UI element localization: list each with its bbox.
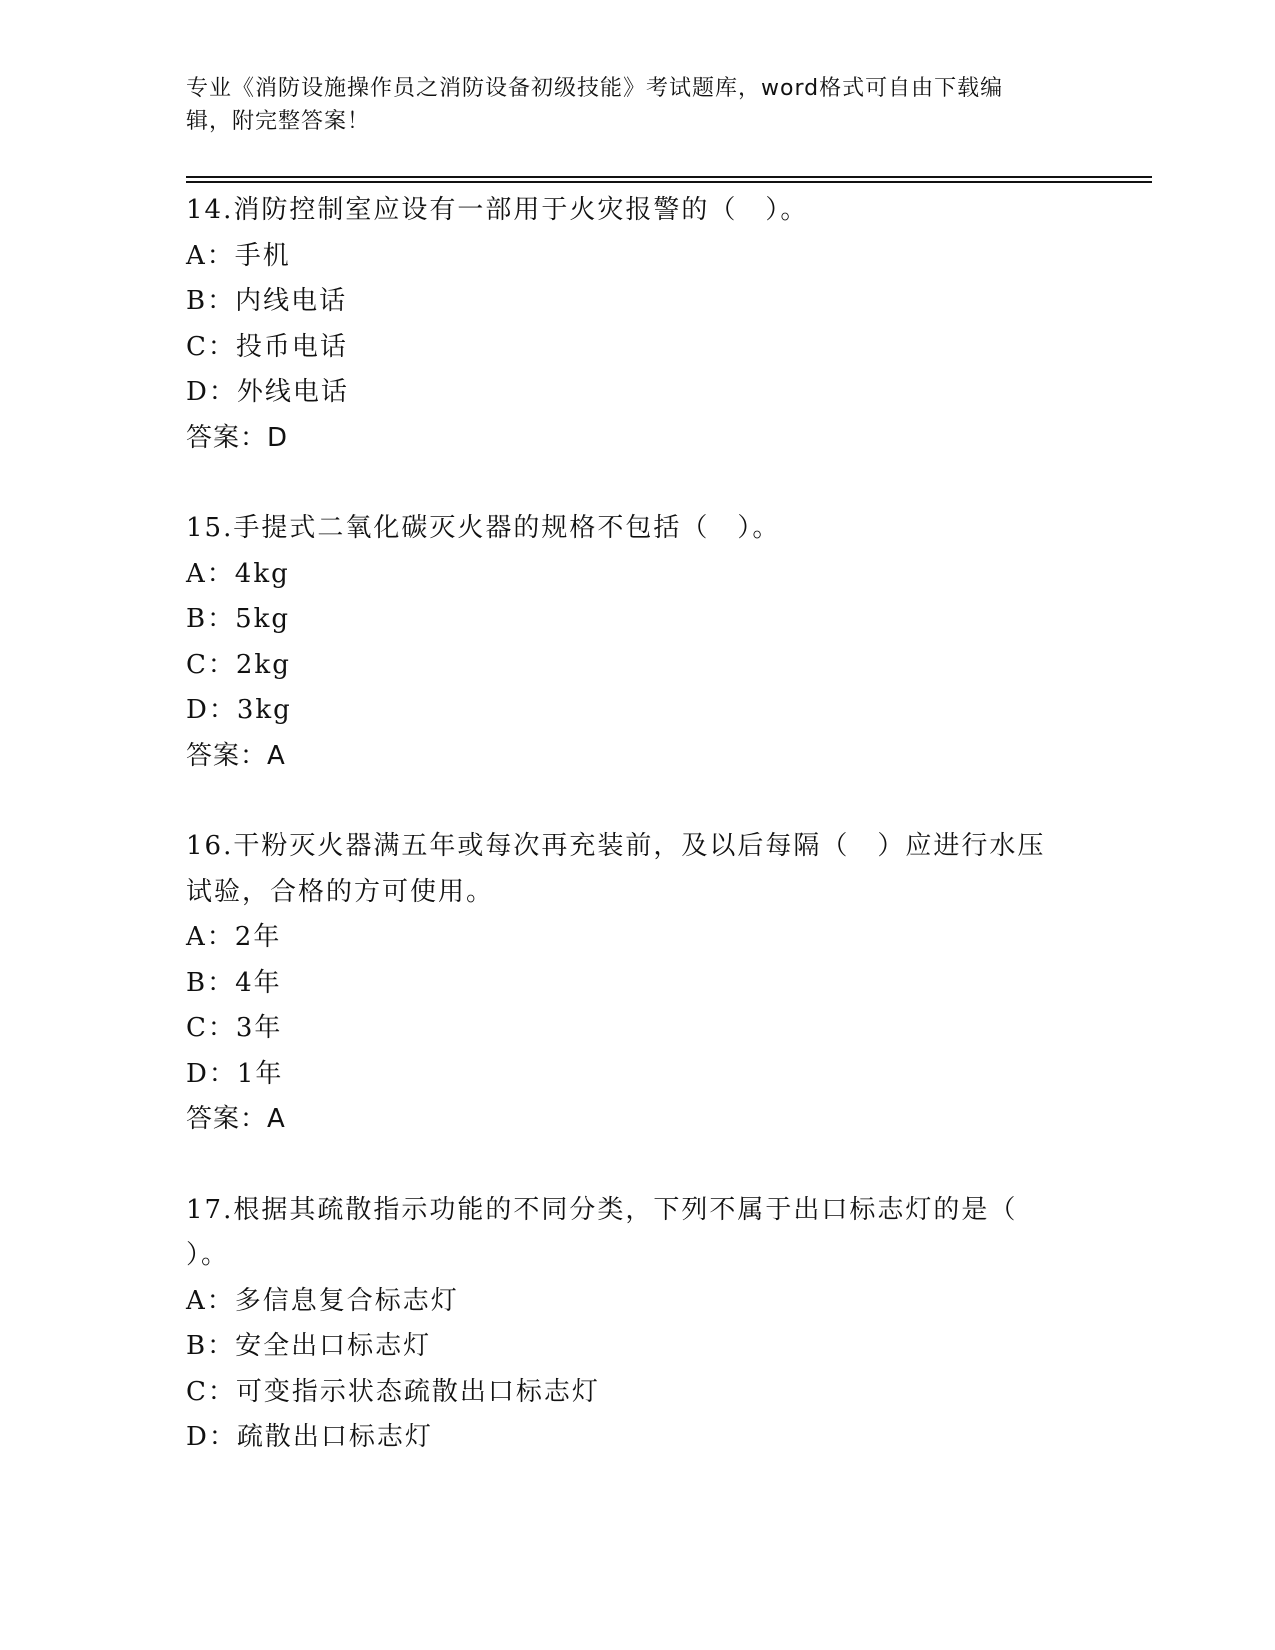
- question-stem: 14.消防控制室应设有一部用于火灾报警的（ ）。: [186, 195, 809, 225]
- option-a: A：2年: [186, 922, 282, 952]
- header-line-2: 辑，附完整答案！: [186, 109, 371, 134]
- option-d: D：疏散出口标志灯: [186, 1422, 433, 1452]
- header-divider-bottom: [186, 181, 1152, 183]
- question-list: [186, 188, 1086, 1506]
- option-a: A：4kg: [186, 558, 290, 589]
- answer-label: 答案：A: [186, 1104, 286, 1134]
- option-c: C：投币电话: [186, 331, 348, 362]
- option-c: C：2kg: [186, 649, 291, 680]
- option-d: D：外线电话: [186, 377, 349, 407]
- question-16: [186, 824, 1086, 1143]
- option-d: D：3kg: [186, 695, 292, 725]
- question-14: [186, 188, 1086, 461]
- header-line-1: 专业《消防设施操作员之消防设备初级技能》考试题库，word格式可自由下载编: [186, 76, 1004, 101]
- question-stem: 16.干粉灭火器满五年或每次再充装前，及以后每隔（ ）应进行水压: [186, 831, 1046, 861]
- option-d: D：1年: [186, 1058, 284, 1089]
- document-header: [186, 72, 1066, 138]
- question-stem-continued: 试验，合格的方可使用。: [186, 876, 495, 907]
- option-b: B：5kg: [186, 604, 291, 634]
- header-divider-top: [186, 176, 1152, 178]
- question-stem: 15.手提式二氧化碳灭火器的规格不包括（ ）。: [186, 513, 781, 543]
- option-a: A：多信息复合标志灯: [186, 1285, 459, 1316]
- question-stem: 17.根据其疏散指示功能的不同分类，下列不属于出口标志灯的是（: [186, 1194, 1018, 1225]
- answer-label: 答案：D: [186, 422, 289, 453]
- answer-label: 答案：A: [186, 740, 286, 771]
- option-b: B：4年: [186, 967, 282, 998]
- option-c: C：可变指示状态疏散出口标志灯: [186, 1376, 600, 1407]
- option-a: A：手机: [186, 240, 291, 271]
- question-17: [186, 1188, 1086, 1461]
- question-stem-continued: ）。: [186, 1240, 230, 1270]
- option-c: C：3年: [186, 1013, 283, 1043]
- option-b: B：内线电话: [186, 286, 348, 316]
- question-15: [186, 506, 1086, 779]
- option-b: B：安全出口标志灯: [186, 1331, 432, 1361]
